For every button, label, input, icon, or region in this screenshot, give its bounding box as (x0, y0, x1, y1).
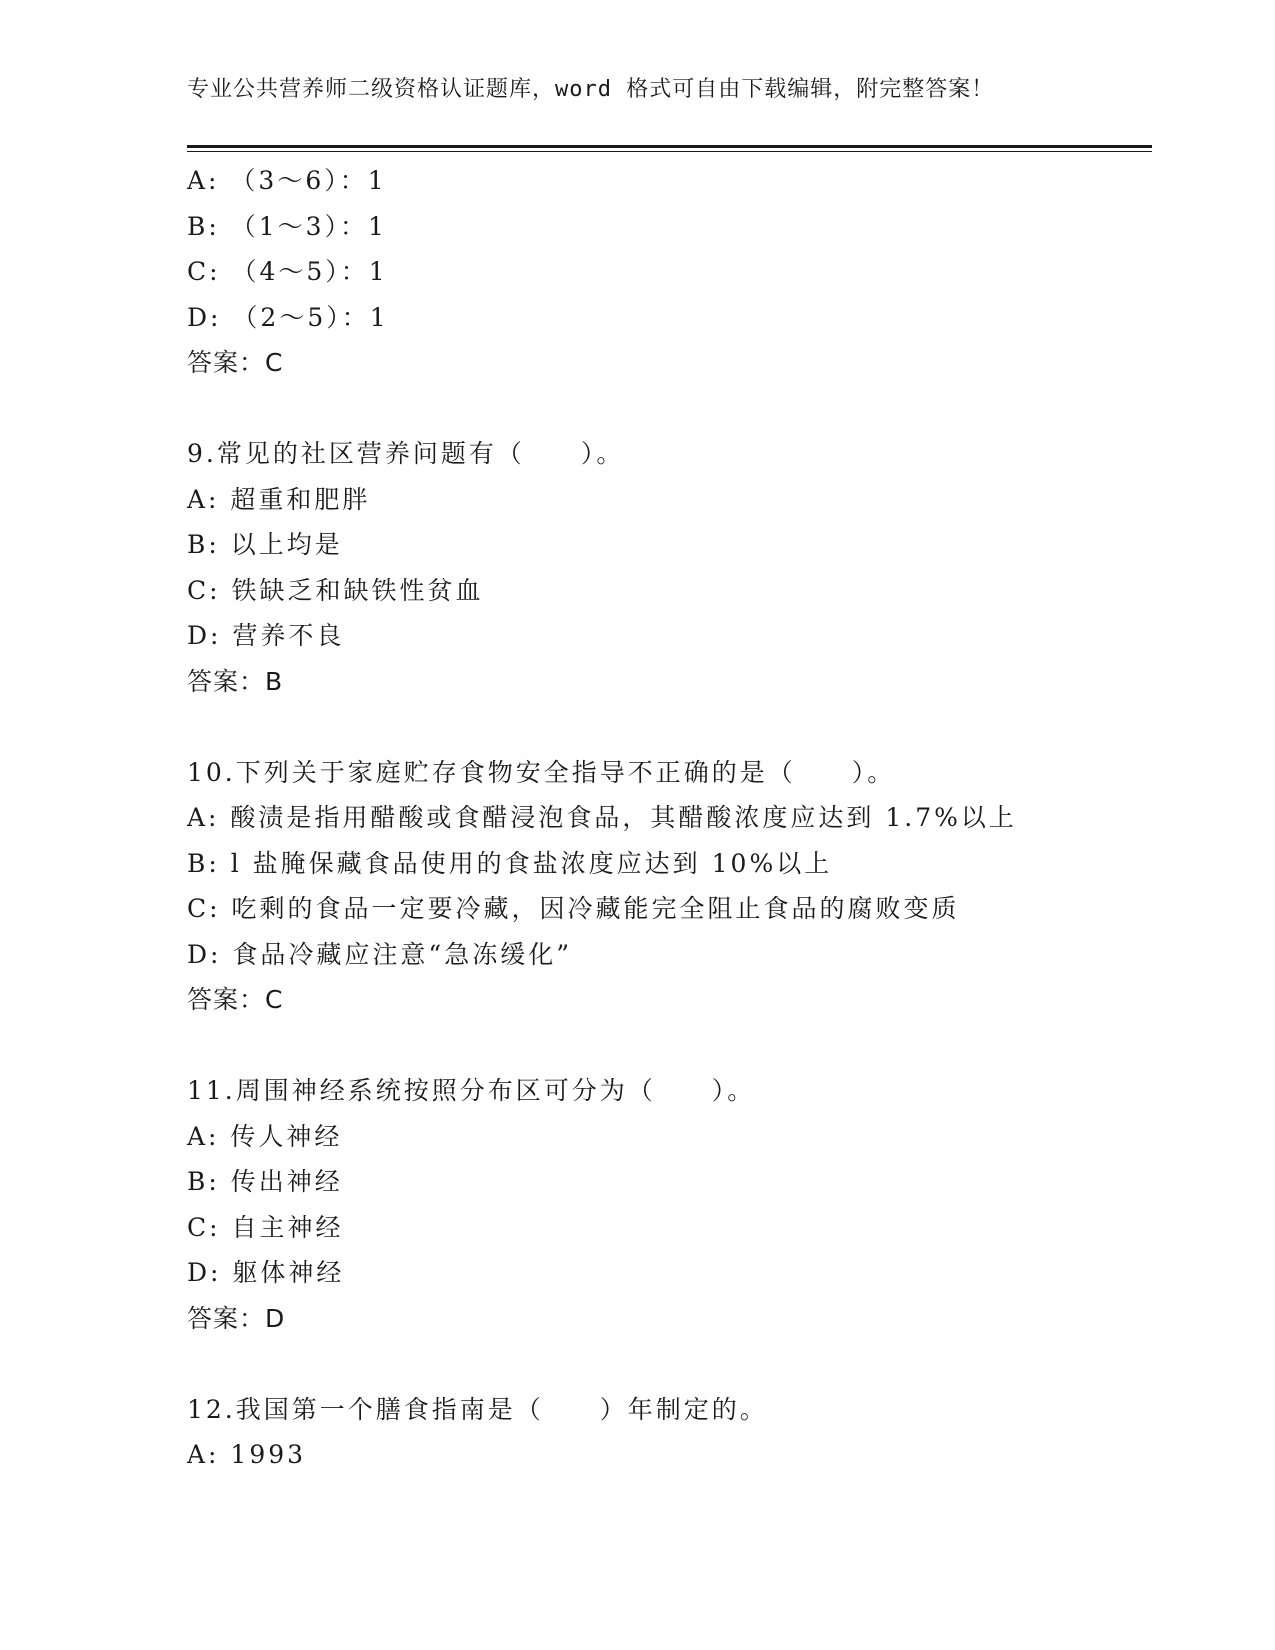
spacer (187, 704, 1152, 750)
option-a: A: 超重和肥胖 (187, 484, 371, 514)
question-stem: 11.周围神经系统按照分布区可分为（ ）。 (187, 1076, 756, 1105)
spacer (187, 1341, 1152, 1387)
option-b: B: 以上均是 (187, 530, 343, 559)
question-stem: 12.我国第一个膳食指南是（ ）年制定的。 (187, 1394, 768, 1424)
option-a: A: 酸渍是指用醋酸或食醋浸泡食品，其醋酸浓度应达到 1.7%以上 (187, 803, 1017, 832)
spacer (187, 386, 1152, 432)
option-a: A: 传人神经 (187, 1121, 343, 1151)
option-c: C: 自主神经 (187, 1212, 344, 1242)
answer-line: 答案：B (187, 666, 284, 696)
page-header: 专业公共营养师二级资格认证题库，word 格式可自由下载编辑，附完整答案！ (187, 77, 995, 102)
header-rule-thick (187, 145, 1152, 148)
option-b: B: l 盐腌保藏食品使用的食盐浓度应达到 10%以上 (187, 848, 833, 878)
option-a: A: 1993 (187, 1440, 307, 1469)
option-d: D: 躯体神经 (187, 1258, 345, 1287)
header-rule-thin (187, 151, 1152, 152)
spacer (187, 1023, 1152, 1069)
answer-line: 答案：D (187, 1303, 286, 1333)
option-b: B: 传出神经 (187, 1167, 343, 1196)
option-b: B: （1～3）：1 (187, 211, 387, 241)
option-d: D: 食品冷藏应注意“急冻缓化” (187, 939, 572, 969)
question-stem: 10.下列关于家庭贮存食物安全指导不正确的是（ ）。 (187, 757, 896, 787)
question-stem: 9.常见的社区营养问题有（ ）。 (187, 439, 625, 468)
option-a: A: （3～6）：1 (187, 166, 387, 195)
option-d: D: （2～5）：1 (187, 302, 389, 332)
answer-line: 答案：C (187, 348, 284, 377)
question-list (187, 158, 1152, 1478)
option-c: C: （4～5）：1 (187, 257, 388, 286)
option-c: C: 吃剩的食品一定要冷藏，因冷藏能完全阻止食品的腐败变质 (187, 894, 960, 923)
option-c: C: 铁缺乏和缺铁性贫血 (187, 575, 484, 605)
answer-line: 答案：C (187, 985, 284, 1014)
option-d: D: 营养不良 (187, 621, 345, 650)
